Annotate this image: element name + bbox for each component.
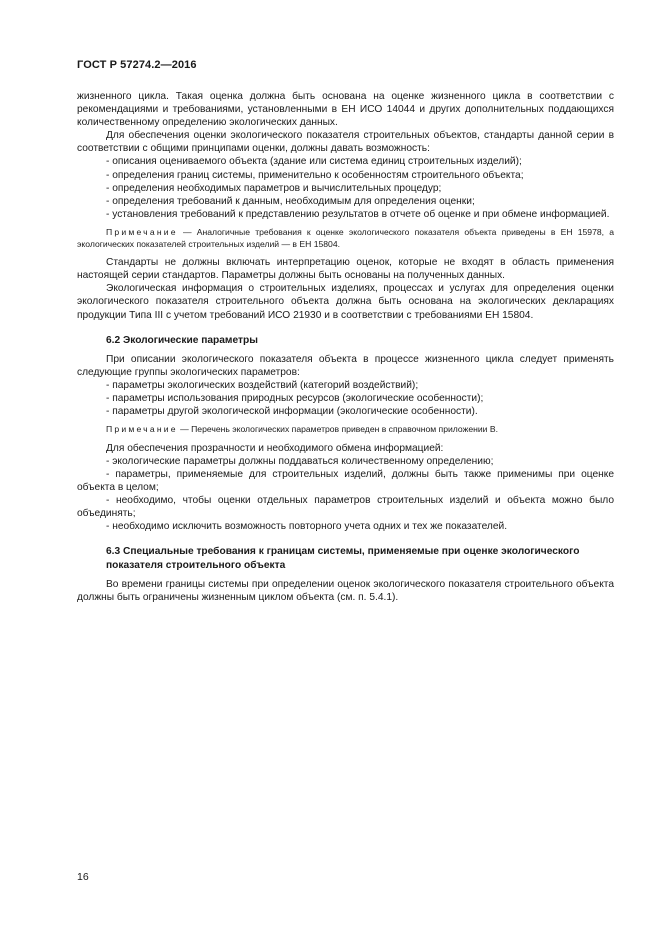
- note-2: [77, 424, 614, 436]
- paragraph-parameters-intro: При описании экологического показателя объекта в процессе жизненного цикла следует применять следующие группы экологических параметров:: [77, 353, 614, 378]
- paragraph-transparency: Для обеспечения прозрачности и необходимого обмена информацией:: [106, 442, 444, 454]
- list-item: - экологические параметры должны поддаваться количественному определению;: [106, 455, 494, 467]
- note-text: — Аналогичные требования к оценке экологического показателя объекта приведены в ЕН 15978, а экологических показателей строительных изделий — в ЕН 15804.: [77, 226, 614, 249]
- document-header: ГОСТ Р 57274.2—2016: [77, 59, 197, 71]
- list-item: - параметры экологических воздействий (категорий воздействий);: [106, 379, 419, 391]
- note-text: — Перечень экологических параметров приведен в справочном приложении В.: [177, 424, 498, 435]
- paragraph-continuation: жизненного цикла. Такая оценка должна быть основана на оценке жизненного цикла в соответствии с рекомендациями и требованиями, установленными в ЕН ИСО 14044 и других дополнительных поддающихся количественному определению экологических данных.: [77, 91, 614, 129]
- paragraph-interpretation: Стандарты не должны включать интерпретацию оценок, которые не входят в область применения настоящей серии стандартов. Параметры должны быть основаны на полученных данных.: [77, 257, 614, 282]
- list-item: - параметры использования природных ресурсов (экологические особенности);: [106, 392, 484, 404]
- paragraph-assessment-intro: Для обеспечения оценки экологического показателя строительных объектов, стандарты данной серии в соответствии с общими принципами оценки, должны давать возможность:: [77, 130, 614, 155]
- list-item: - определения необходимых параметров и вычислительных процедур;: [106, 182, 442, 194]
- list-item: - параметры другой экологической информации (экологические особенности).: [106, 406, 478, 418]
- list-item: - определения требований к данным, необходимым для определения оценки;: [106, 195, 475, 207]
- section-heading-6-2: 6.2 Экологические параметры: [106, 334, 258, 346]
- list-item: - установления требований к представлению результатов в отчете об оценке и при обмене информацией.: [106, 208, 610, 220]
- note-label: Примечание: [106, 424, 178, 435]
- list-item: - параметры, применяемые для строительных изделий, должны быть также применимы при оценке объекта в целом;: [77, 468, 614, 494]
- note-label: Примечание: [106, 226, 178, 237]
- list-item: - необходимо исключить возможность повторного учета одних и тех же показателей.: [106, 521, 508, 533]
- document-body: [77, 90, 614, 604]
- section-heading-6-3: 6.3 Специальные требования к границам системы, применяемые при оценке экологического показателя строительного объекта: [106, 546, 580, 571]
- note-1: [77, 227, 614, 250]
- list-item: - определения границ системы, применительно к особенностям строительного объекта;: [106, 169, 524, 181]
- list-item: - описания оцениваемого объекта (здание или система единиц строительных изделий);: [106, 156, 522, 168]
- page-number: 16: [77, 871, 89, 883]
- paragraph-ecological-info: Экологическая информация о строительных изделиях, процессах и услугах для определения оценки экологического показателя строительного объекта должна быть основана на экологических декларациях продукции Типа III с учетом требований ИСО 21930 и в соответствии с требованиями ЕН 15804.: [77, 283, 614, 321]
- list-item: - необходимо, чтобы оценки отдельных параметров строительных изделий и объекта можно было объединять;: [77, 495, 614, 520]
- paragraph-system-boundaries: Во времени границы системы при определении оценок экологического показателя строительного объекта должны быть ограничены жизненным циклом объекта (см. п. 5.4.1).: [77, 578, 614, 603]
